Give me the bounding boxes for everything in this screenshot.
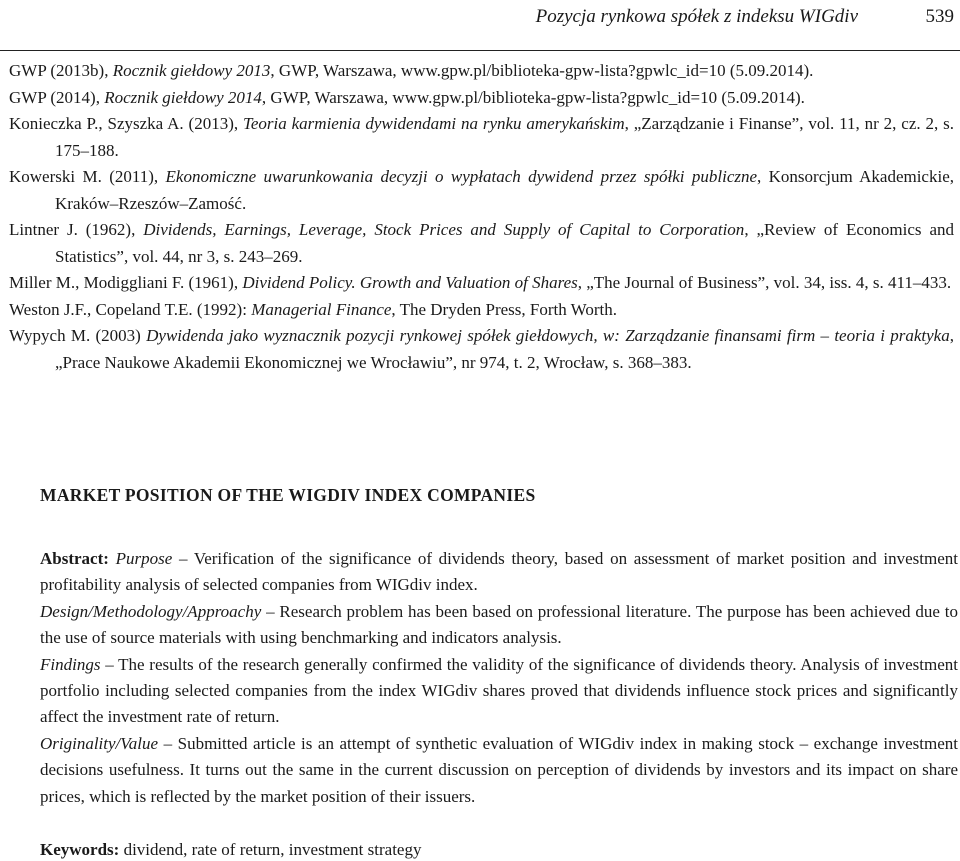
abstract-paragraph (40, 652, 958, 731)
abstract-paragraph (40, 546, 958, 599)
reference-item: Wypych M. (2003) Dywidenda jako wyznacznik pozycji rynkowej spółek giełdowych, w: Zarządzanie finansami firm – teoria i praktyka, „Prace Naukowe Akademii Ekonomicznej we Wrocławiu”, nr 974, t. 2, Wrocław, s. 368–383. (9, 326, 954, 372)
running-header (0, 6, 960, 36)
abstract-heading: Design/Methodology/Approachy (40, 601, 262, 621)
reference-item: Kowerski M. (2011), Ekonomiczne uwarunkowania decyzji o wypłatach dywidend przez spółki publiczne, Konsorcjum Akademickie, Kraków–Rzeszów–Zamość. (9, 167, 954, 213)
abstract (40, 546, 958, 810)
reference-item: GWP (2013b), Rocznik giełdowy 2013, GWP, Warszawa, www.gpw.pl/biblioteka-gpw-lista?gpwlc_id=10 (5.09.2014). (9, 61, 814, 80)
reference-item: Miller M., Modiggliani F. (1961), Dividend Policy. Growth and Valuation of Shares, „The Journal of Business”, vol. 34, iss. 4, s. 411–433. (9, 273, 952, 292)
abstract-paragraph (40, 731, 958, 810)
keywords-text: dividend, rate of return, investment strategy (119, 840, 422, 859)
header-rule (0, 50, 960, 51)
reference-item: Konieczka P., Szyszka A. (2013), Teoria karmienia dywidendami na rynku amerykańskim, „Zarządzanie i Finanse”, vol. 11, nr 2, cz. 2, s. 175–188. (9, 114, 954, 160)
abstract-text: – Submitted article is an attempt of synthetic evaluation of WIGdiv index in making stock – exchange investment decisions usefulness. It turns out the same in the current discussion on perception of dividends by investors and its impact on share prices, which is reflected by the market position of their issuers. (40, 733, 958, 806)
reference-item: GWP (2014), Rocznik giełdowy 2014, GWP, Warszawa, www.gpw.pl/biblioteka-gpw-lista?gpwlc_id=10 (5.09.2014). (9, 87, 805, 107)
keywords-label: Keywords: (40, 840, 120, 859)
keywords (40, 840, 421, 860)
reference-item: Lintner J. (1962), Dividends, Earnings, Leverage, Stock Prices and Supply of Capital to Corporation, „Review of Economics and Statistics”, vol. 44, nr 3, s. 243–269. (9, 220, 954, 266)
article-title: MARKET POSITION OF THE WIGDIV INDEX COMPANIES (40, 485, 536, 505)
references-list (9, 58, 954, 376)
abstract-text: – Verification of the significance of dividends theory, based on assessment of market position and investment profitability analysis of selected companies from WIGdiv index. (40, 549, 958, 595)
abstract-heading: Purpose (115, 549, 173, 568)
abstract-heading: Originality/Value (40, 733, 159, 753)
page-number: 539 (925, 6, 954, 27)
abstract-text: – The results of the research generally confirmed the validity of the significance of dividends theory. Analysis of investment portfolio including selected companies from the index WIGdiv shares proved that dividends influence stock prices and significantly affect the investment rate of return. (40, 654, 958, 727)
abstract-label: Abstract: (40, 549, 109, 568)
abstract-paragraph (40, 599, 958, 652)
abstract-heading: Findings (40, 654, 101, 674)
reference-item: Weston J.F., Copeland T.E. (1992): Managerial Finance, The Dryden Press, Forth Worth. (9, 299, 618, 319)
running-title: Pozycja rynkowa spółek z indeksu WIGdiv (535, 6, 858, 27)
abstract-text: – Research problem has been based on professional literature. The purpose has been achieved due to the use of source materials with using benchmarking and indicators analysis. (40, 601, 958, 648)
